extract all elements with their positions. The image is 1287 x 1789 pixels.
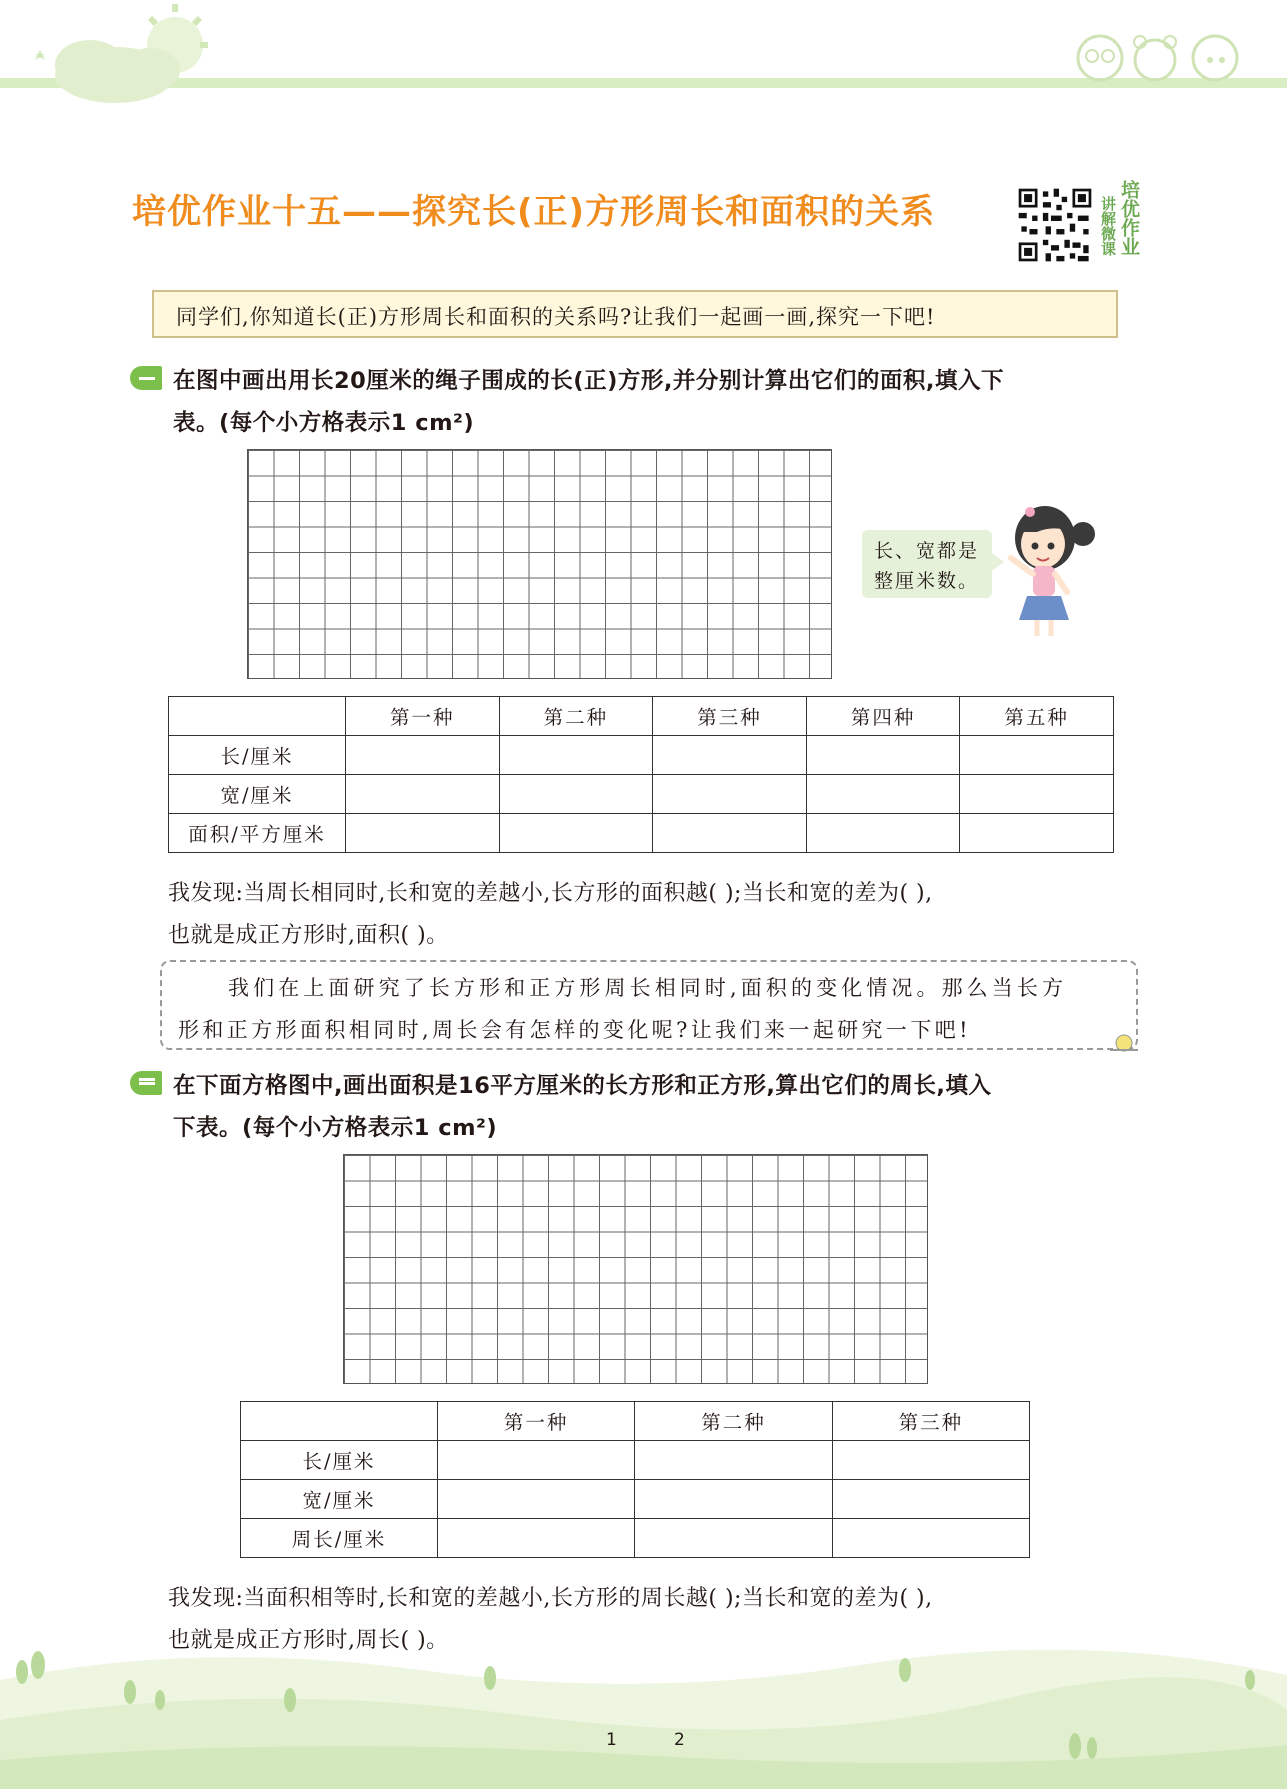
answer-cell[interactable] xyxy=(832,1441,1029,1480)
q2-finding-line2: 也就是成正方形时,周长( )。 xyxy=(168,1628,449,1653)
hint-bubble-tail xyxy=(990,552,1004,572)
answer-cell[interactable] xyxy=(653,736,807,775)
answer-cell[interactable] xyxy=(499,814,653,853)
answer-cell[interactable] xyxy=(960,736,1114,775)
question-2-badge-icon xyxy=(130,1071,162,1095)
q2-prompt-line1: 在下面方格图中,画出面积是16平方厘米的长方形和正方形,算出它们的周长,填入 xyxy=(173,1073,992,1099)
q1-row-label: 宽/厘米 xyxy=(169,775,346,814)
q1-prompt-line1: 在图中画出用长20厘米的绳子围成的长(正)方形,并分别计算出它们的面积,填入下 xyxy=(173,368,1004,394)
q1-table-header: 第一种 xyxy=(346,697,500,736)
intro-banner xyxy=(152,290,1118,338)
answer-cell[interactable] xyxy=(438,1519,635,1558)
answer-cell[interactable] xyxy=(806,736,960,775)
answer-cell[interactable] xyxy=(960,775,1114,814)
answer-cell[interactable] xyxy=(346,736,500,775)
q1-prompt-line2: 表。(每个小方格表示1 cm²) xyxy=(173,410,475,436)
q2-table-corner xyxy=(241,1402,438,1441)
note-line1: 我们在上面研究了长方形和正方形周长相同时,面积的变化情况。那么当长方 xyxy=(228,976,1068,1000)
q2-row-label: 宽/厘米 xyxy=(241,1480,438,1519)
q1-finding-line1: 我发现:当周长相同时,长和宽的差越小,长方形的面积越( );当长和宽的差为( ), xyxy=(168,881,933,906)
qr-code-icon[interactable] xyxy=(1016,186,1094,264)
animal-friends-decoration xyxy=(1060,20,1260,85)
q2-answer-table xyxy=(240,1401,1030,1558)
answer-cell[interactable] xyxy=(438,1480,635,1519)
answer-cell[interactable] xyxy=(438,1441,635,1480)
answer-cell[interactable] xyxy=(806,775,960,814)
question-1-badge-icon xyxy=(130,366,162,390)
footer-hills-decoration xyxy=(0,1640,1287,1789)
q2-table-header: 第一种 xyxy=(438,1402,635,1441)
qr-label-right: 培优作业 xyxy=(1118,180,1140,256)
q2-table-header: 第二种 xyxy=(635,1402,832,1441)
answer-cell[interactable] xyxy=(499,736,653,775)
answer-cell[interactable] xyxy=(346,814,500,853)
answer-cell[interactable] xyxy=(832,1519,1029,1558)
page-number-left: 1 xyxy=(606,1730,617,1750)
q1-row-label: 面积/平方厘米 xyxy=(169,814,346,853)
intro-text: 同学们,你知道长(正)方形周长和面积的关系吗?让我们一起画一画,探究一下吧! xyxy=(176,305,936,329)
answer-cell[interactable] xyxy=(346,775,500,814)
answer-cell[interactable] xyxy=(653,775,807,814)
q1-row-label: 长/厘米 xyxy=(169,736,346,775)
hint-line1: 长、宽都是 xyxy=(874,540,980,562)
q1-finding-line2: 也就是成正方形时,面积( )。 xyxy=(168,923,449,948)
answer-cell[interactable] xyxy=(499,775,653,814)
answer-cell[interactable] xyxy=(806,814,960,853)
q2-drawing-grid[interactable] xyxy=(343,1154,928,1384)
q1-drawing-grid[interactable] xyxy=(247,449,832,679)
q1-table-header: 第五种 xyxy=(960,697,1114,736)
q2-table-header: 第三种 xyxy=(832,1402,1029,1441)
snail-decoration-icon xyxy=(1106,1032,1142,1054)
hint-bubble xyxy=(862,530,992,598)
answer-cell[interactable] xyxy=(635,1441,832,1480)
q2-prompt-line2: 下表。(每个小方格表示1 cm²) xyxy=(173,1115,498,1141)
answer-cell[interactable] xyxy=(832,1480,1029,1519)
transition-note xyxy=(160,960,1138,1050)
answer-cell[interactable] xyxy=(635,1519,832,1558)
q2-row-label: 长/厘米 xyxy=(241,1441,438,1480)
answer-cell[interactable] xyxy=(635,1480,832,1519)
q1-table-header: 第三种 xyxy=(653,697,807,736)
sun-cloud-decoration xyxy=(20,0,210,115)
q2-row-label: 周长/厘米 xyxy=(241,1519,438,1558)
page-title: 培优作业十五——探究长(正)方形周长和面积的关系 xyxy=(132,192,936,232)
answer-cell[interactable] xyxy=(960,814,1114,853)
page-number-right: 2 xyxy=(674,1730,685,1750)
q1-table-header: 第二种 xyxy=(499,697,653,736)
q1-table-header: 第四种 xyxy=(806,697,960,736)
q1-table-corner xyxy=(169,697,346,736)
answer-cell[interactable] xyxy=(653,814,807,853)
girl-character-illustration xyxy=(1005,500,1105,640)
note-line2: 形和正方形面积相同时,周长会有怎样的变化呢?让我们来一起研究一下吧! xyxy=(178,1018,971,1042)
hint-line2: 整厘米数。 xyxy=(874,570,980,592)
q2-finding-line1: 我发现:当面积相等时,长和宽的差越小,长方形的周长越( );当长和宽的差为( ), xyxy=(168,1586,933,1611)
q1-answer-table xyxy=(168,696,1114,853)
qr-label-left: 讲解微课 xyxy=(1099,196,1117,256)
